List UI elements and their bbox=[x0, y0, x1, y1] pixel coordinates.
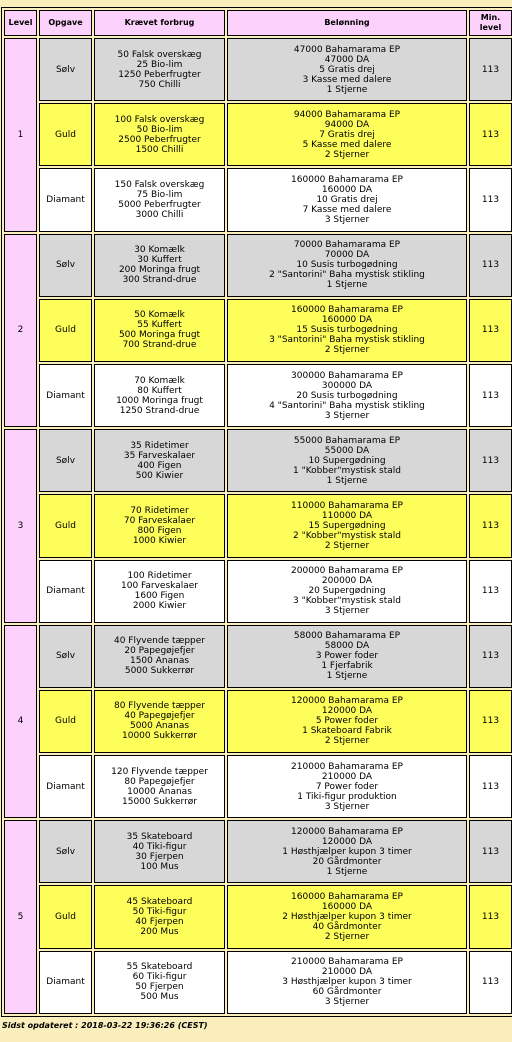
table-row bbox=[4, 364, 512, 427]
required-item-line: 15000 Sukkerrør bbox=[122, 796, 197, 807]
reward-line: 60 Gårdmonter bbox=[312, 987, 382, 998]
reward-line: 160000 Bahamarama EP bbox=[291, 892, 403, 903]
reward-line: 70000 Bahamarama EP bbox=[293, 240, 401, 251]
required-item-line: 3000 Chilli bbox=[135, 209, 184, 220]
table-row bbox=[4, 168, 512, 231]
tier-name-cell: Sølv bbox=[39, 820, 92, 883]
reward-line: 47000 DA bbox=[324, 54, 370, 65]
required-item-line: 20 Papegøjefjer bbox=[124, 646, 195, 657]
reward-line: 120000 Bahamarama EP bbox=[291, 696, 403, 707]
required-items-cell bbox=[94, 38, 225, 101]
required-item-line: 50 Komælk bbox=[134, 310, 185, 321]
tier-name-cell: Sølv bbox=[39, 625, 92, 688]
reward-cell bbox=[227, 234, 467, 297]
required-item-line: 700 Strand-drue bbox=[122, 340, 197, 351]
required-items-cell bbox=[94, 494, 225, 557]
reward-line: 210000 Bahamarama EP bbox=[291, 761, 403, 772]
required-item-line: 1250 Peberfrugter bbox=[118, 69, 201, 80]
reward-cell bbox=[227, 690, 467, 753]
min-level-cell: 113 bbox=[469, 625, 512, 688]
table-row bbox=[4, 820, 512, 883]
required-items-cell bbox=[94, 364, 225, 427]
required-items-cell bbox=[94, 951, 225, 1014]
reward-line: 2 Stjerner bbox=[324, 540, 370, 551]
tier-name-cell: Guld bbox=[39, 690, 92, 753]
reward-line: 3 Stjerner bbox=[324, 997, 370, 1008]
required-item-line: 100 Ridetimer bbox=[127, 571, 192, 582]
reward-line: 1 "Kobber"mystisk stald bbox=[292, 465, 401, 476]
tier-name-cell: Guld bbox=[39, 494, 92, 557]
required-items-cell bbox=[94, 168, 225, 231]
reward-line: 47000 Bahamarama EP bbox=[293, 44, 401, 55]
required-item-line: 5000 Ananas bbox=[129, 721, 190, 732]
reward-line: 3 "Santorini" Baha mystisk stikling bbox=[269, 335, 425, 346]
reward-line: 94000 DA bbox=[324, 119, 370, 130]
required-item-line: 35 Skateboard bbox=[126, 831, 193, 842]
reward-line: 58000 Bahamarama EP bbox=[293, 631, 401, 642]
header-level: Level bbox=[4, 10, 37, 36]
required-item-line: 35 Ridetimer bbox=[130, 440, 189, 451]
required-item-line: 200 Mus bbox=[140, 927, 179, 938]
reward-line: 300000 DA bbox=[321, 380, 373, 391]
reward-cell bbox=[227, 625, 467, 688]
reward-line: 1 Stjerne bbox=[326, 866, 368, 877]
reward-cell bbox=[227, 429, 467, 492]
table-row bbox=[4, 690, 512, 753]
reward-line: 120000 Bahamarama EP bbox=[291, 826, 403, 837]
min-level-cell: 113 bbox=[469, 690, 512, 753]
reward-cell bbox=[227, 38, 467, 101]
required-item-line: 150 Falsk overskæg bbox=[114, 179, 205, 190]
tier-name-cell: Diamant bbox=[39, 755, 92, 818]
required-item-line: 120 Flyvende tæpper bbox=[111, 766, 208, 777]
required-item-line: 10000 Sukkerrør bbox=[122, 731, 197, 742]
min-level-cell: 113 bbox=[469, 755, 512, 818]
required-items-cell bbox=[94, 234, 225, 297]
reward-line: 1 Fjerfabrik bbox=[321, 661, 373, 672]
reward-line: 20 Susis turbogødning bbox=[296, 390, 398, 401]
table-row bbox=[4, 560, 512, 623]
reward-line: 160000 DA bbox=[321, 184, 373, 195]
required-item-line: 1600 Figen bbox=[134, 591, 185, 602]
required-items-cell bbox=[94, 690, 225, 753]
reward-cell bbox=[227, 820, 467, 883]
required-item-line: 25 Bio-lim bbox=[136, 59, 183, 70]
required-items-cell bbox=[94, 560, 225, 623]
table-row bbox=[4, 429, 512, 492]
reward-cell bbox=[227, 299, 467, 362]
required-items-cell bbox=[94, 103, 225, 166]
reward-line: 10 Susis turbogødning bbox=[296, 260, 398, 271]
table-body bbox=[4, 38, 512, 1014]
level-number-cell: 4 bbox=[4, 625, 37, 819]
required-item-line: 100 Farveskalaer bbox=[121, 581, 198, 592]
reward-line: 10 Supergødning bbox=[308, 455, 386, 466]
required-item-line: 5000 Sukkerrør bbox=[124, 666, 195, 677]
required-item-line: 1250 Strand-drue bbox=[119, 405, 200, 416]
reward-line: 5 Power foder bbox=[315, 716, 379, 727]
reward-line: 58000 DA bbox=[324, 641, 370, 652]
table-row bbox=[4, 103, 512, 166]
reward-line: 10 Gratis drej bbox=[316, 194, 378, 205]
header-row bbox=[4, 10, 512, 36]
reward-line: 1 Stjerne bbox=[326, 84, 368, 95]
reward-line: 3 Power foder bbox=[315, 651, 379, 662]
level-number-cell: 2 bbox=[4, 234, 37, 428]
required-item-line: 80 Kuffert bbox=[137, 385, 182, 396]
required-item-line: 70 Farveskalaer bbox=[123, 515, 196, 526]
required-item-line: 500 Kiwier bbox=[135, 470, 184, 481]
tier-name-cell: Sølv bbox=[39, 38, 92, 101]
reward-line: 2 Stjerner bbox=[324, 345, 370, 356]
reward-cell bbox=[227, 168, 467, 231]
required-item-line: 50 Falsk overskæg bbox=[117, 49, 202, 60]
table-row bbox=[4, 38, 512, 101]
required-items-cell bbox=[94, 299, 225, 362]
required-item-line: 200 Moringa frugt bbox=[118, 265, 201, 276]
reward-line: 210000 Bahamarama EP bbox=[291, 957, 403, 968]
reward-line: 200000 DA bbox=[321, 576, 373, 587]
table-row bbox=[4, 885, 512, 948]
reward-cell bbox=[227, 364, 467, 427]
reward-line: 20 Supergødning bbox=[308, 586, 386, 597]
level-number-cell: 3 bbox=[4, 429, 37, 623]
required-items-cell bbox=[94, 755, 225, 818]
tier-name-cell: Diamant bbox=[39, 364, 92, 427]
reward-cell bbox=[227, 951, 467, 1014]
reward-line: 3 Stjerner bbox=[324, 410, 370, 421]
required-item-line: 50 Fjerpen bbox=[135, 982, 184, 993]
reward-line: 120000 DA bbox=[321, 836, 373, 847]
required-item-line: 30 Kuffert bbox=[137, 255, 182, 266]
required-item-line: 1500 Chilli bbox=[135, 144, 184, 155]
table-row bbox=[4, 625, 512, 688]
reward-line: 2 Høsthjælper kupon 3 timer bbox=[282, 912, 412, 923]
min-level-cell: 113 bbox=[469, 951, 512, 1014]
required-item-line: 30 Fjerpen bbox=[135, 851, 184, 862]
tier-name-cell: Sølv bbox=[39, 234, 92, 297]
min-level-cell: 113 bbox=[469, 429, 512, 492]
tier-name-cell: Guld bbox=[39, 299, 92, 362]
required-item-line: 100 Mus bbox=[140, 861, 179, 872]
reward-line: 15 Supergødning bbox=[308, 520, 386, 531]
required-items-cell bbox=[94, 885, 225, 948]
reward-line: 2 "Kobber"mystisk stald bbox=[292, 530, 401, 541]
reward-line: 94000 Bahamarama EP bbox=[293, 109, 401, 120]
reward-line: 210000 DA bbox=[321, 967, 373, 978]
required-item-line: 2000 Kiwier bbox=[132, 601, 187, 612]
reward-line: 7 Power foder bbox=[315, 781, 379, 792]
reward-line: 3 Stjerner bbox=[324, 801, 370, 812]
required-item-line: 800 Figen bbox=[137, 525, 182, 536]
reward-line: 120000 DA bbox=[321, 706, 373, 717]
reward-line: 200000 Bahamarama EP bbox=[291, 566, 403, 577]
reward-cell bbox=[227, 885, 467, 948]
header-belonning: Belønning bbox=[227, 10, 467, 36]
reward-line: 70000 DA bbox=[324, 250, 370, 261]
tier-name-cell: Guld bbox=[39, 103, 92, 166]
required-item-line: 60 Tiki-figur bbox=[132, 972, 187, 983]
reward-line: 160000 Bahamarama EP bbox=[291, 305, 403, 316]
reward-line: 3 Høsthjælper kupon 3 timer bbox=[282, 977, 412, 988]
required-item-line: 30 Komælk bbox=[134, 245, 185, 256]
required-item-line: 2500 Peberfrugter bbox=[118, 134, 201, 145]
last-updated-footer: Sidst opdateret : 2018-03-22 19:36:26 (CEST) bbox=[2, 1021, 208, 1030]
required-items-cell bbox=[94, 625, 225, 688]
required-item-line: 80 Papegøjefjer bbox=[124, 776, 195, 787]
required-item-line: 70 Komælk bbox=[134, 375, 185, 386]
required-item-line: 40 Flyvende tæpper bbox=[113, 636, 206, 647]
required-item-line: 50 Tiki-figur bbox=[132, 907, 187, 918]
tier-name-cell: Diamant bbox=[39, 951, 92, 1014]
required-item-line: 35 Farveskalaer bbox=[123, 450, 196, 461]
reward-line: 5 Gratis drej bbox=[319, 64, 375, 75]
required-items-cell bbox=[94, 820, 225, 883]
min-level-cell: 113 bbox=[469, 494, 512, 557]
reward-line: 2 "Santorini" Baha mystisk stikling bbox=[269, 270, 425, 281]
reward-line: 160000 Bahamarama EP bbox=[291, 174, 403, 185]
reward-line: 1 Stjerne bbox=[326, 475, 368, 486]
min-level-cell: 113 bbox=[469, 560, 512, 623]
reward-line: 160000 DA bbox=[321, 315, 373, 326]
header-min-level: Min. level bbox=[469, 10, 512, 36]
min-level-cell: 113 bbox=[469, 234, 512, 297]
reward-line: 1 Tiki-figur produktion bbox=[297, 791, 397, 802]
reward-line: 40 Gårdmonter bbox=[312, 922, 382, 933]
reward-line: 2 Stjerner bbox=[324, 149, 370, 160]
required-item-line: 750 Chilli bbox=[138, 79, 181, 90]
reward-line: 1 Stjerne bbox=[326, 280, 368, 291]
required-item-line: 400 Figen bbox=[137, 460, 182, 471]
reward-line: 1 Stjerne bbox=[326, 671, 368, 682]
required-items-cell bbox=[94, 429, 225, 492]
required-item-line: 55 Skateboard bbox=[126, 962, 193, 973]
min-level-cell: 113 bbox=[469, 364, 512, 427]
min-level-cell: 113 bbox=[469, 168, 512, 231]
required-item-line: 100 Falsk overskæg bbox=[114, 114, 205, 125]
table-row bbox=[4, 299, 512, 362]
reward-cell bbox=[227, 494, 467, 557]
required-item-line: 500 Moringa frugt bbox=[118, 330, 201, 341]
required-item-line: 50 Bio-lim bbox=[136, 124, 183, 135]
required-item-line: 75 Bio-lim bbox=[136, 189, 183, 200]
min-level-cell: 113 bbox=[469, 38, 512, 101]
header-opgave: Opgave bbox=[39, 10, 92, 36]
reward-line: 4 "Santorini" Baha mystisk stikling bbox=[269, 400, 425, 411]
reward-line: 2 Stjerner bbox=[324, 736, 370, 747]
reward-line: 3 "Kobber"mystisk stald bbox=[292, 596, 401, 607]
reward-cell bbox=[227, 560, 467, 623]
reward-line: 3 Kasse med dalere bbox=[302, 74, 392, 85]
required-item-line: 5000 Peberfrugter bbox=[118, 199, 201, 210]
required-item-line: 45 Skateboard bbox=[126, 897, 193, 908]
required-item-line: 1500 Ananas bbox=[129, 656, 190, 667]
required-item-line: 55 Kuffert bbox=[137, 320, 182, 331]
required-item-line: 1000 Moringa frugt bbox=[116, 395, 203, 406]
reward-line: 1 Skateboard Fabrik bbox=[302, 726, 392, 737]
level-number-cell: 1 bbox=[4, 38, 37, 232]
table-row bbox=[4, 951, 512, 1014]
reward-line: 3 Stjerner bbox=[324, 214, 370, 225]
reward-line: 55000 DA bbox=[324, 445, 370, 456]
required-item-line: 10000 Ananas bbox=[127, 786, 192, 797]
reward-line: 7 Kasse med dalere bbox=[302, 204, 392, 215]
reward-line: 110000 Bahamarama EP bbox=[291, 500, 403, 511]
required-item-line: 40 Fjerpen bbox=[135, 917, 184, 928]
required-item-line: 300 Strand-drue bbox=[122, 275, 197, 286]
required-item-line: 70 Ridetimer bbox=[130, 505, 189, 516]
table-row bbox=[4, 755, 512, 818]
tier-name-cell: Diamant bbox=[39, 168, 92, 231]
required-item-line: 500 Mus bbox=[140, 992, 179, 1003]
reward-line: 1 Høsthjælper kupon 3 timer bbox=[282, 846, 412, 857]
reward-cell bbox=[227, 755, 467, 818]
reward-line: 210000 DA bbox=[321, 771, 373, 782]
header-forbrug: Krævet forbrug bbox=[94, 10, 225, 36]
required-item-line: 40 Papegøjefjer bbox=[124, 711, 195, 722]
required-item-line: 40 Tiki-figur bbox=[132, 841, 187, 852]
reward-line: 7 Gratis drej bbox=[319, 129, 375, 140]
min-level-cell: 113 bbox=[469, 103, 512, 166]
table-row bbox=[4, 494, 512, 557]
min-level-cell: 113 bbox=[469, 820, 512, 883]
reward-line: 55000 Bahamarama EP bbox=[293, 435, 401, 446]
reward-line: 20 Gårdmonter bbox=[312, 856, 382, 867]
required-item-line: 80 Flyvende tæpper bbox=[113, 701, 206, 712]
reward-line: 110000 DA bbox=[321, 510, 373, 521]
reward-line: 160000 DA bbox=[321, 902, 373, 913]
tier-name-cell: Sølv bbox=[39, 429, 92, 492]
rewards-table bbox=[1, 7, 512, 1017]
required-item-line: 1000 Kiwier bbox=[132, 535, 187, 546]
reward-line: 5 Kasse med dalere bbox=[302, 139, 392, 150]
min-level-cell: 113 bbox=[469, 885, 512, 948]
reward-line: 2 Stjerner bbox=[324, 932, 370, 943]
reward-line: 3 Stjerner bbox=[324, 606, 370, 617]
min-level-cell: 113 bbox=[469, 299, 512, 362]
table-row bbox=[4, 234, 512, 297]
reward-line: 300000 Bahamarama EP bbox=[291, 370, 403, 381]
reward-cell bbox=[227, 103, 467, 166]
tier-name-cell: Guld bbox=[39, 885, 92, 948]
reward-line: 15 Susis turbogødning bbox=[296, 325, 398, 336]
level-number-cell: 5 bbox=[4, 820, 37, 1014]
tier-name-cell: Diamant bbox=[39, 560, 92, 623]
